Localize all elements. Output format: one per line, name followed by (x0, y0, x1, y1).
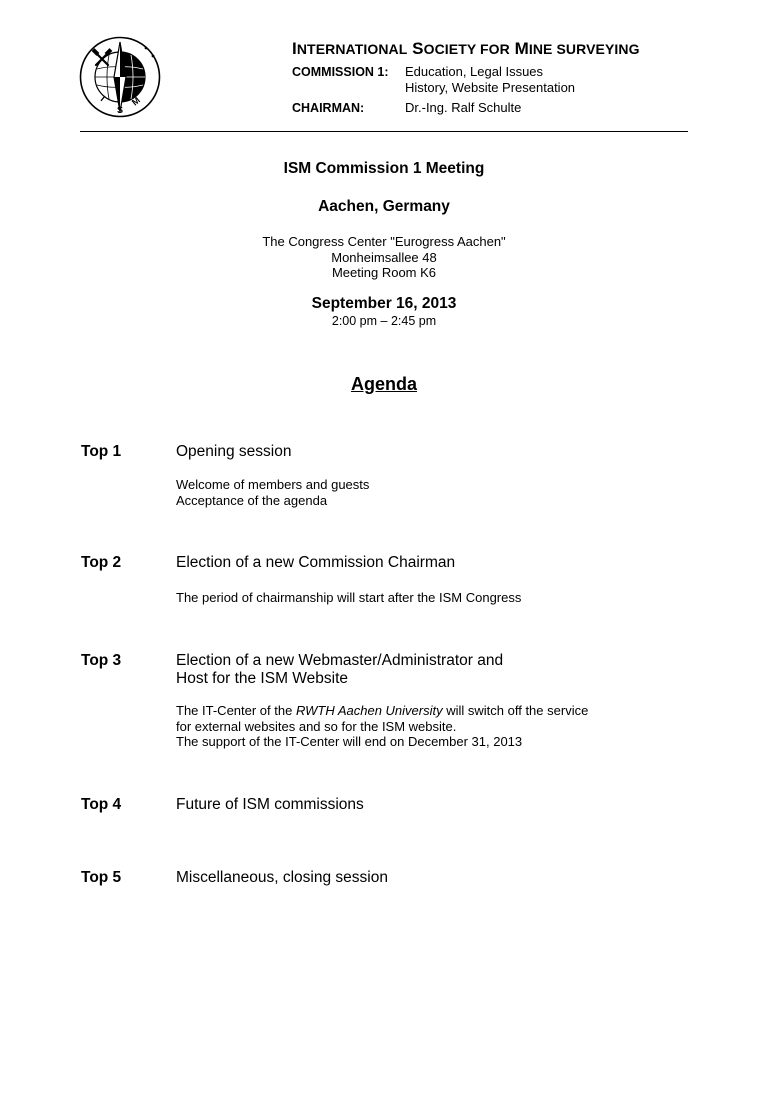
top-5-title: Miscellaneous, closing session (176, 869, 388, 886)
meeting-date: September 16, 2013 (311, 295, 457, 312)
logo-letter-m: M (129, 95, 143, 108)
chairman-name: Dr.-Ing. Ralf Schulte (405, 100, 522, 115)
logo-letter-i: I (98, 93, 108, 104)
top-1-title: Opening session (176, 443, 292, 460)
chairman-label: CHAIRMAN: (292, 101, 365, 115)
logo-letter-s: S (117, 105, 124, 115)
top-2-title: Election of a new Commission Chairman (176, 554, 456, 571)
meeting-venue: The Congress Center "Eurogress Aachen" Monheimsallee 48 Meeting Room K6 (262, 234, 506, 280)
university-name: RWTH Aachen University (295, 703, 443, 718)
meeting-title: ISM Commission 1 Meeting (283, 160, 485, 177)
meeting-city: Aachen, Germany (318, 198, 450, 215)
top-2-label: Top 2 (81, 554, 122, 571)
meeting-time: 2:00 pm – 2:45 pm (331, 314, 437, 328)
top-4-label: Top 4 (81, 796, 122, 813)
top-3-title: Election of a new Webmaster/Administrator and Host for the ISM Website (176, 652, 504, 687)
organization-name: INTERNATIONAL SOCIETY FOR MINE SURVEYING (292, 39, 640, 58)
agenda-heading: Agenda (350, 374, 417, 394)
top-2-details: The period of chairmanship will start after the ISM Congress (176, 590, 522, 605)
ism-logo (79, 36, 161, 118)
commission-label: COMMISSION 1: (292, 65, 389, 79)
commission-topics: Education, Legal Issues History, Website Presentation (405, 64, 576, 95)
top-1-label: Top 1 (81, 443, 122, 460)
header-divider (80, 131, 688, 132)
top-3-label: Top 3 (81, 652, 122, 669)
top-5-label: Top 5 (81, 869, 122, 886)
top-1-details: Welcome of members and guests Acceptance of the agenda (176, 477, 370, 508)
top-3-details: The IT-Center of the RWTH Aachen University will switch off the service for external websites and so for the ISM website. The support of the IT-Center will end on December 31, 2013 (176, 703, 589, 749)
top-4-title: Future of ISM commissions (176, 796, 364, 813)
